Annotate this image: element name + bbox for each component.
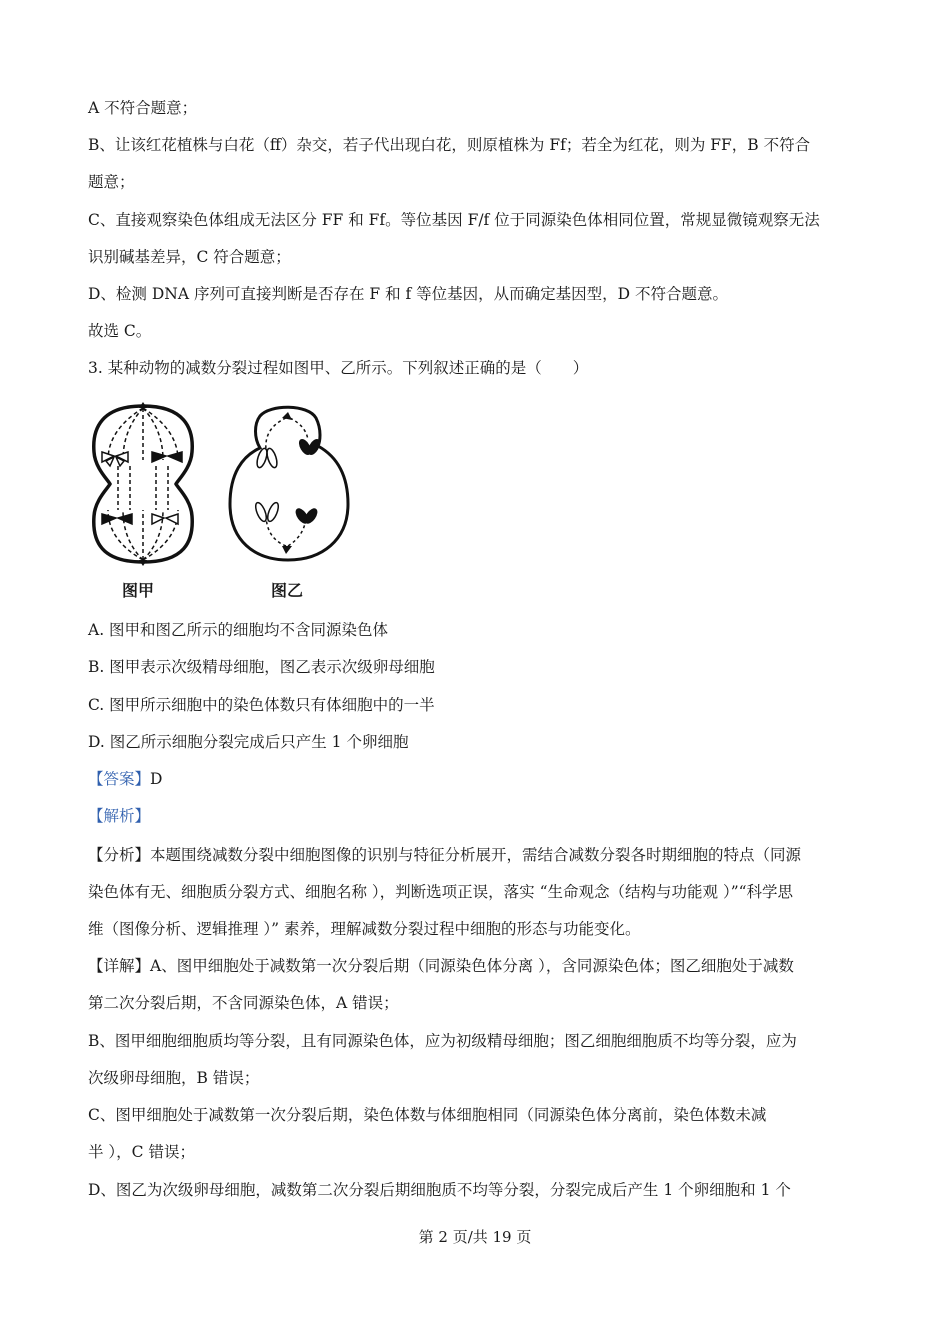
detail-line-3: B、图甲细胞细胞质均等分裂，且有同源染色体，应为初级精母细胞；图乙细胞细胞质不均等分裂，应为 xyxy=(88,1032,797,1050)
analysis-line-2: 染色体有无、细胞质分裂方式、细胞名称 ），判断选项正误，落实 “生命观念（结构与功能观 ）”“科学思 xyxy=(88,883,794,901)
detail-line-5: C、图甲细胞处于减数第一次分裂后期，染色体数与体细胞相同（同源染色体分离前，染色体数未减 xyxy=(88,1106,767,1124)
meiosis-figure xyxy=(88,400,368,605)
detail-line-1 xyxy=(88,956,794,976)
line-1: A 不符合题意； xyxy=(88,99,198,117)
option-b: B. 图甲表示次级精母细胞，图乙表示次级卵母细胞 xyxy=(88,658,435,676)
analysis-tag: 【分析】 xyxy=(88,846,151,864)
analysis-line-3: 维（图像分析、逻辑推理 ）” 素养，理解减数分裂过程中细胞的形态与功能变化。 xyxy=(88,920,641,938)
cell-jia-drawing xyxy=(88,400,198,570)
analysis-text-1: 本题围绕减数分裂中细胞图像的识别与特征分析展开，需结合减数分裂各时期细胞的特点（同源 xyxy=(150,846,802,864)
answer-tag: 【答案】 xyxy=(88,770,151,788)
detail-tag: 【详解】 xyxy=(88,957,151,975)
option-d: D. 图乙所示细胞分裂完成后只产生 1 个卵细胞 xyxy=(88,733,409,751)
detail-line-7: D、图乙为次级卵母细胞，减数第二次分裂后期细胞质不均等分裂，分裂完成后产生 1 个卵细胞和 1 个 xyxy=(88,1181,791,1199)
detail-text-1: A、图甲细胞处于减数第一次分裂后期（同源染色体分离 ），含同源染色体；图乙细胞处于减数 xyxy=(150,957,794,975)
line-7: 故选 C。 xyxy=(88,322,152,340)
detail-line-2: 第二次分裂后期，不含同源染色体，A 错误； xyxy=(88,994,399,1012)
option-c: C. 图甲所示细胞中的染色体数只有体细胞中的一半 xyxy=(88,696,435,714)
answer-line xyxy=(88,769,162,789)
figure-caption-jia: 图甲 xyxy=(122,581,155,600)
option-a: A. 图甲和图乙所示的细胞均不含同源染色体 xyxy=(88,621,389,639)
line-6: D、检测 DNA 序列可直接判断是否存在 F 和 f 等位基因，从而确定基因型，D 不符合题意。 xyxy=(88,285,729,303)
cell-yi-drawing xyxy=(226,400,352,570)
detail-line-4: 次级卵母细胞，B 错误； xyxy=(88,1069,260,1087)
line-4: C、直接观察染色体组成无法区分 FF 和 Ff。等位基因 F/f 位于同源染色体相同位置，常规显微镜观察无法 xyxy=(88,211,820,229)
line-5: 识别碱基差异，C 符合题意； xyxy=(88,248,291,266)
figure-caption-yi: 图乙 xyxy=(271,581,304,600)
answer-value: D xyxy=(150,770,163,788)
analysis-header: 【解析】 xyxy=(88,807,151,825)
question-3: 3. 某种动物的减数分裂过程如图甲、乙所示。下列叙述正确的是（ ） xyxy=(88,359,589,377)
analysis-line-1 xyxy=(88,845,801,865)
line-2: B、让该红花植株与白花（ff）杂交，若子代出现白花，则原植株为 Ff；若全为红花，则为 FF，B 不符合 xyxy=(88,136,811,154)
detail-line-6: 半 ），C 错误； xyxy=(88,1143,195,1161)
line-3: 题意； xyxy=(88,173,135,191)
page-footer: 第 2 页/共 19 页 xyxy=(418,1228,532,1246)
